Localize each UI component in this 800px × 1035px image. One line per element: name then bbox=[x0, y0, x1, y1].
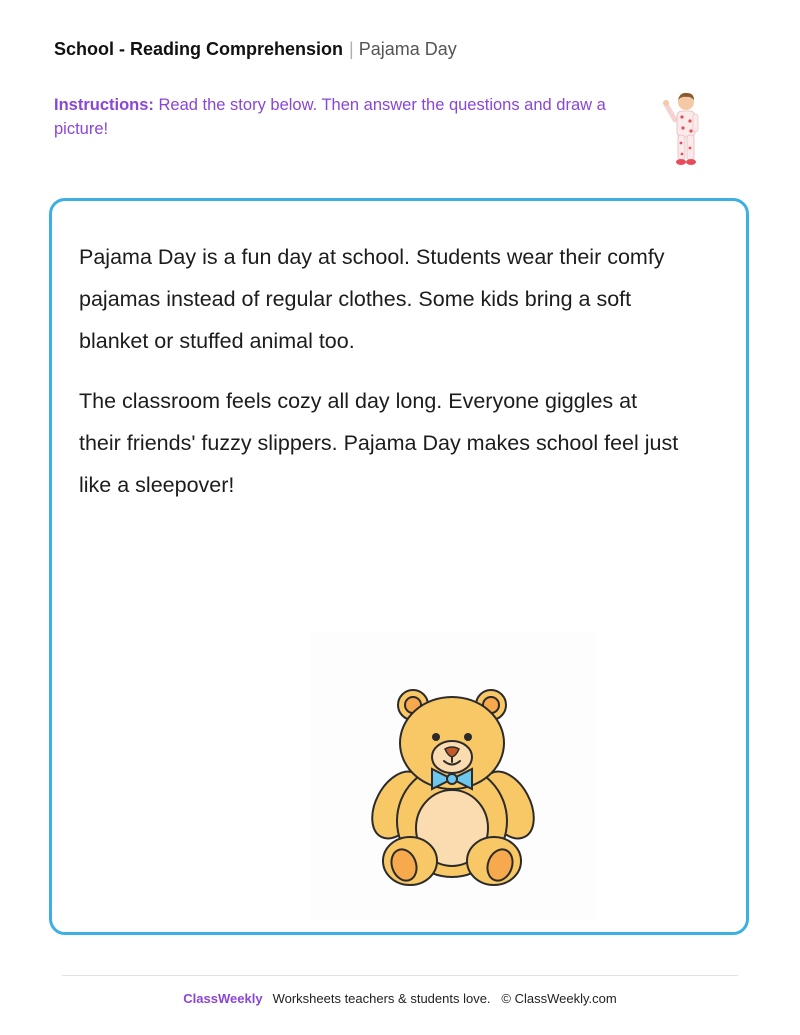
story-box bbox=[49, 198, 749, 935]
footer-tagline: Worksheets teachers & students love. bbox=[272, 991, 491, 1006]
instructions bbox=[54, 93, 614, 141]
worksheet-title: School - Reading Comprehension bbox=[54, 39, 344, 59]
footer-divider bbox=[62, 975, 738, 976]
worksheet-subtitle: Pajama Day bbox=[358, 39, 457, 59]
story-text bbox=[79, 236, 679, 524]
footer-brand: ClassWeekly bbox=[183, 991, 263, 1006]
page-header bbox=[54, 37, 457, 61]
title-separator: | bbox=[349, 39, 354, 59]
instructions-label: Instructions: bbox=[54, 96, 154, 114]
footer-copyright: © ClassWeekly.com bbox=[501, 991, 617, 1006]
story-paragraph: Pajama Day is a fun day at school. Students wear their comfy pajamas instead of regular clothes. Some kids bring a soft blanket or stuffed animal too. bbox=[79, 245, 665, 353]
instructions-text: Read the story below. Then answer the questions and draw a picture! bbox=[54, 96, 606, 138]
teddy-bear-icon bbox=[310, 633, 596, 919]
page-footer bbox=[0, 990, 800, 1008]
kid-in-pajamas-icon bbox=[655, 88, 717, 168]
story-paragraph: The classroom feels cozy all day long. Everyone giggles at their friends' fuzzy slippers. Pajama Day makes school feel just like a sleepover! bbox=[79, 389, 679, 497]
